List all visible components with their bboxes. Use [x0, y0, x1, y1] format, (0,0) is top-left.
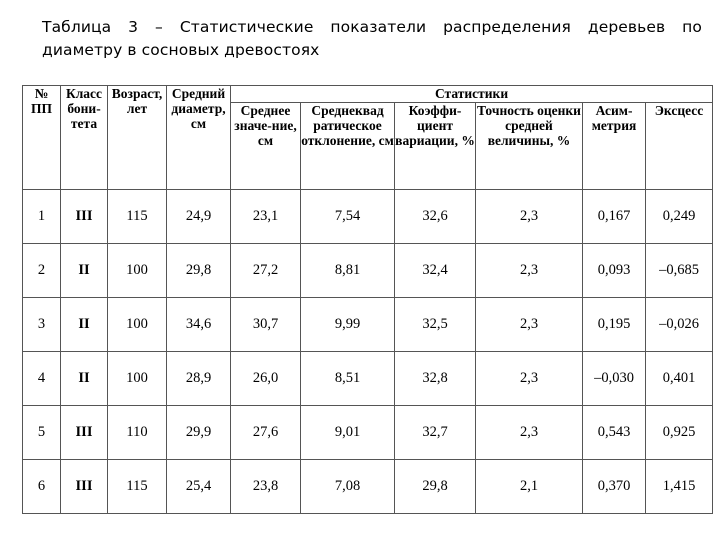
cell-kurt: –0,685 — [646, 244, 713, 298]
cell-cv: 29,8 — [395, 460, 476, 514]
cell-num: 3 — [23, 298, 61, 352]
cell-age: 115 — [108, 460, 167, 514]
header-age: Возраст, лет — [108, 86, 167, 190]
cell-age: 100 — [108, 352, 167, 406]
cell-mean: 26,0 — [231, 352, 301, 406]
header-mean: Среднее значе-ние, см — [231, 103, 301, 190]
cell-std: 8,81 — [301, 244, 395, 298]
cell-kurt: –0,026 — [646, 298, 713, 352]
cell-diameter: 29,9 — [167, 406, 231, 460]
table-row — [23, 190, 713, 244]
header-std: Среднеквад ратическое отклонение, см — [301, 103, 395, 190]
cell-skew: 0,543 — [583, 406, 646, 460]
cell-class: III — [61, 190, 108, 244]
cell-std: 7,08 — [301, 460, 395, 514]
table-caption: Таблица 3 – Статистические показатели распределения деревьев по диаметру в сосновых древостоях — [42, 18, 702, 59]
cell-accuracy: 2,3 — [476, 190, 583, 244]
cell-class: II — [61, 352, 108, 406]
cell-kurt: 0,925 — [646, 406, 713, 460]
header-class: Класс бони-тета — [61, 86, 108, 190]
cell-class: II — [61, 298, 108, 352]
cell-kurt: 1,415 — [646, 460, 713, 514]
cell-accuracy: 2,1 — [476, 460, 583, 514]
cell-cv: 32,5 — [395, 298, 476, 352]
cell-accuracy: 2,3 — [476, 352, 583, 406]
cell-cv: 32,6 — [395, 190, 476, 244]
table-row — [23, 352, 713, 406]
cell-class: III — [61, 406, 108, 460]
cell-kurt: 0,401 — [646, 352, 713, 406]
cell-num: 1 — [23, 190, 61, 244]
cell-diameter: 24,9 — [167, 190, 231, 244]
cell-accuracy: 2,3 — [476, 406, 583, 460]
cell-skew: 0,195 — [583, 298, 646, 352]
header-skew: Асим-метрия — [583, 103, 646, 190]
table-row — [23, 298, 713, 352]
cell-mean: 27,6 — [231, 406, 301, 460]
cell-age: 110 — [108, 406, 167, 460]
cell-std: 9,01 — [301, 406, 395, 460]
table-row — [23, 460, 713, 514]
header-accuracy: Точность оценки средней величины, % — [476, 103, 583, 190]
cell-num: 4 — [23, 352, 61, 406]
cell-skew: 0,167 — [583, 190, 646, 244]
table-row — [23, 244, 713, 298]
cell-skew: –0,030 — [583, 352, 646, 406]
cell-skew: 0,370 — [583, 460, 646, 514]
cell-accuracy: 2,3 — [476, 244, 583, 298]
cell-mean: 23,1 — [231, 190, 301, 244]
cell-cv: 32,8 — [395, 352, 476, 406]
cell-num: 5 — [23, 406, 61, 460]
cell-class: II — [61, 244, 108, 298]
cell-age: 100 — [108, 298, 167, 352]
cell-age: 100 — [108, 244, 167, 298]
header-cv: Коэффи-циент вариации, % — [395, 103, 476, 190]
cell-accuracy: 2,3 — [476, 298, 583, 352]
cell-num: 2 — [23, 244, 61, 298]
cell-kurt: 0,249 — [646, 190, 713, 244]
header-row-top — [23, 86, 713, 103]
cell-std: 8,51 — [301, 352, 395, 406]
cell-std: 7,54 — [301, 190, 395, 244]
cell-std: 9,99 — [301, 298, 395, 352]
cell-diameter: 25,4 — [167, 460, 231, 514]
cell-diameter: 34,6 — [167, 298, 231, 352]
cell-diameter: 28,9 — [167, 352, 231, 406]
table-row — [23, 406, 713, 460]
cell-cv: 32,4 — [395, 244, 476, 298]
cell-diameter: 29,8 — [167, 244, 231, 298]
cell-mean: 27,2 — [231, 244, 301, 298]
cell-skew: 0,093 — [583, 244, 646, 298]
cell-age: 115 — [108, 190, 167, 244]
header-diameter: Средний диаметр, см — [167, 86, 231, 190]
cell-mean: 30,7 — [231, 298, 301, 352]
header-statistics: Статистики — [231, 86, 713, 103]
cell-num: 6 — [23, 460, 61, 514]
cell-cv: 32,7 — [395, 406, 476, 460]
cell-mean: 23,8 — [231, 460, 301, 514]
header-num: № ПП — [23, 86, 61, 190]
cell-class: III — [61, 460, 108, 514]
statistics-table — [22, 85, 713, 514]
header-kurt: Эксцесс — [646, 103, 713, 190]
